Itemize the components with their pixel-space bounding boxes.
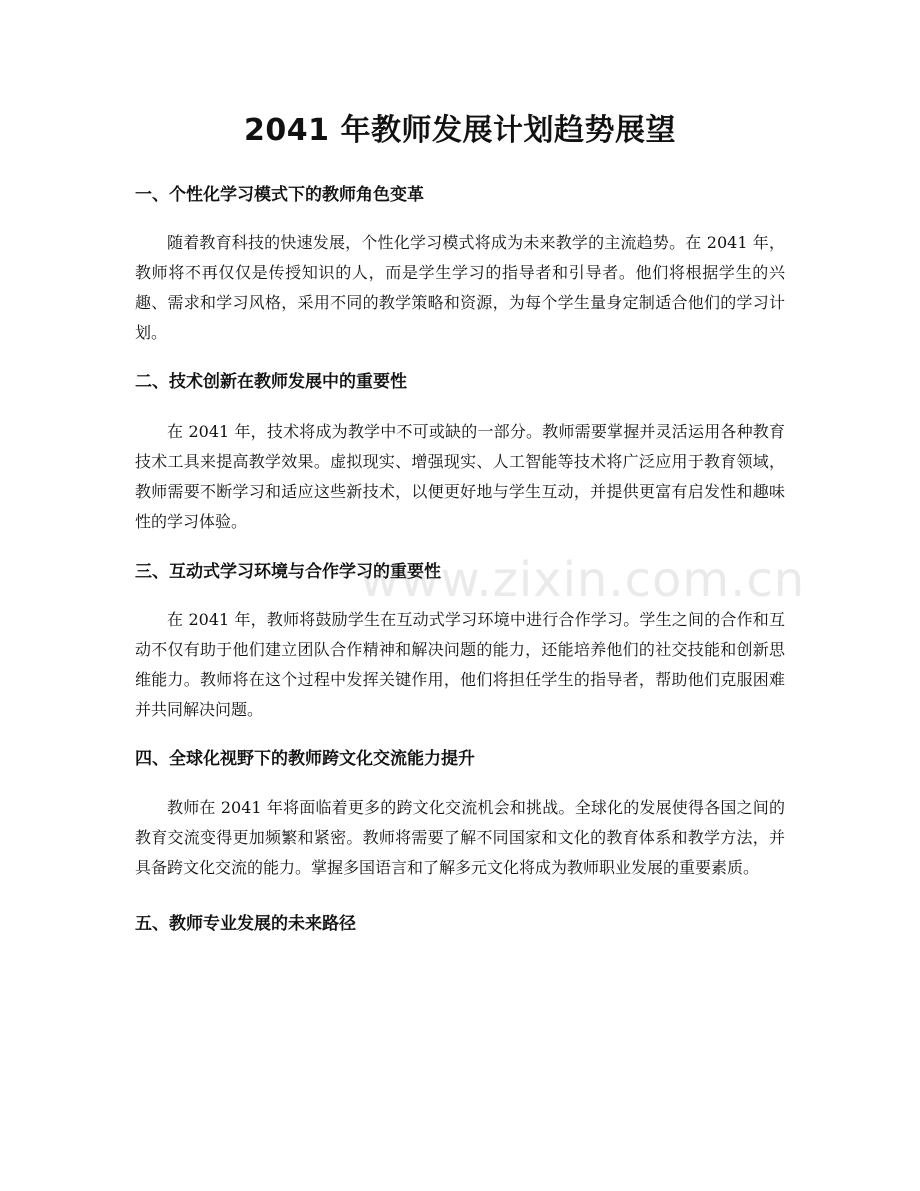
- document-title: 2041 年教师发展计划趋势展望: [244, 113, 676, 148]
- section-paragraph: 在 2041 年，教师将鼓励学生在互动式学习环境中进行合作学习。学生之间的合作和互动不仅有助于他们建立团队合作精神和解决问题的能力，还能培养他们的社交技能和创新思维能力。教师将在这个过程中发挥关键作用，他们将担任学生的指导者，帮助他们克服困难并共同解决问题。: [135, 610, 785, 719]
- watermark: www.zixin.com.cn: [360, 552, 806, 608]
- section-heading: 一、个性化学习模式下的教师角色变革: [135, 185, 424, 205]
- section-1: [135, 182, 785, 348]
- section-paragraph: 随着教育科技的快速发展，个性化学习模式将成为未来教学的主流趋势。在 2041 年，教师将不再仅仅是传授知识的人，而是学生学习的指导者和引导者。他们将根据学生的兴趣、需求和学习风格，采用不同的教学策略和资源，为每个学生量身定制适合他们的学习计划。: [135, 233, 785, 342]
- section-paragraph: 教师在 2041 年将面临着更多的跨文化交流机会和挑战。全球化的发展使得各国之间的教育交流变得更加频繁和紧密。教师将需要了解不同国家和文化的教育体系和教学方法，并具备跨文化交流的能力。掌握多国语言和了解多元文化将成为教师职业发展的重要素质。: [135, 798, 785, 877]
- section-heading: 四、全球化视野下的教师跨文化交流能力提升: [135, 749, 475, 769]
- section-4: [135, 746, 785, 883]
- section-paragraph: 在 2041 年，技术将成为教学中不可或缺的一部分。教师需要掌握并灵活运用各种教育技术工具来提高教学效果。虚拟现实、增强现实、人工智能等技术将广泛应用于教育领域，教师需要不断学习和适应这些新技术，以便更好地与学生互动，并提供更富有启发性和趣味性的学习体验。: [135, 422, 785, 531]
- section-heading: 二、技术创新在教师发展中的重要性: [135, 372, 407, 392]
- section-heading: 三、互动式学习环境与合作学习的重要性: [135, 562, 441, 582]
- section-heading: 五、教师专业发展的未来路径: [135, 914, 356, 934]
- section-3: [135, 559, 785, 725]
- section-5: [135, 911, 785, 937]
- section-2: [135, 369, 785, 537]
